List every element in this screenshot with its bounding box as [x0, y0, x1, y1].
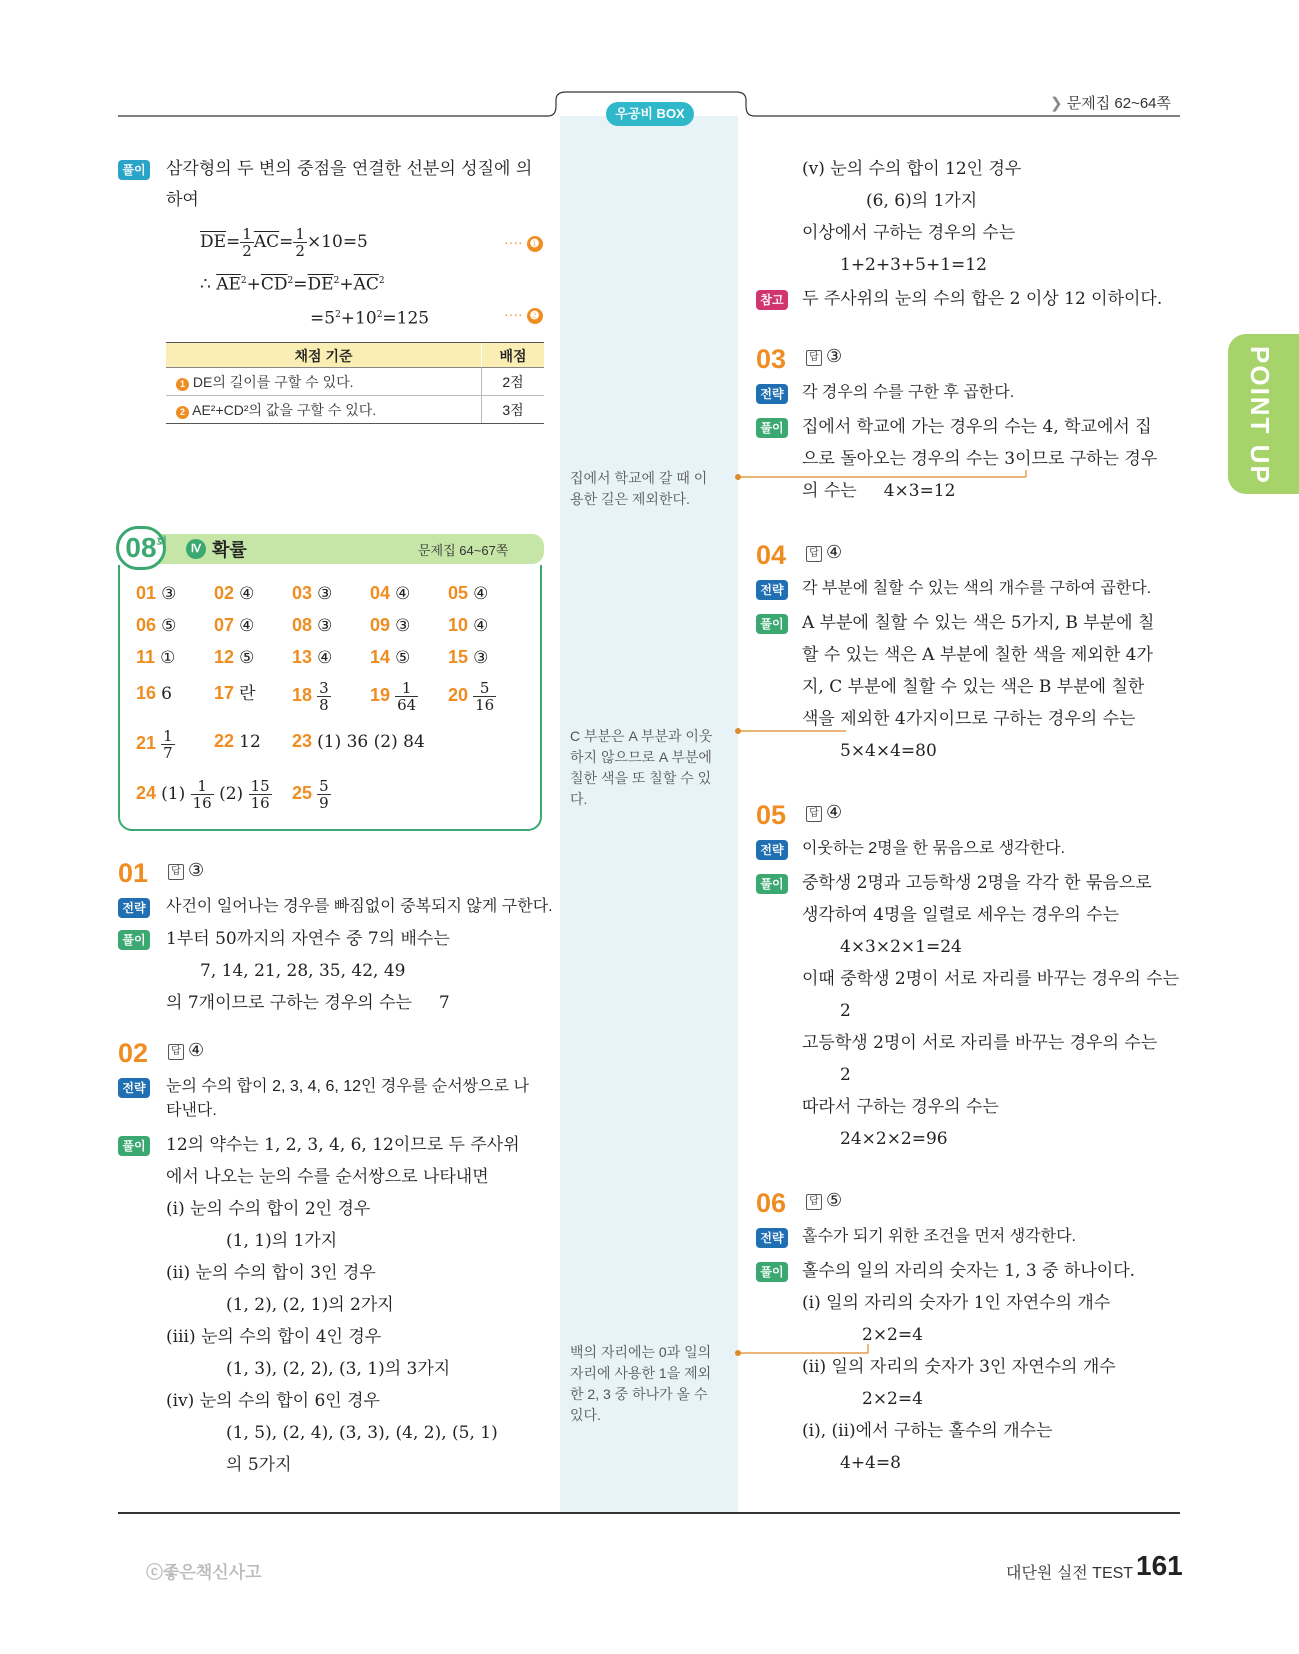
box-column [560, 116, 738, 1512]
text-line: 2×2=4 [862, 1325, 923, 1345]
text-line: 의 5가지 [226, 1455, 292, 1475]
page-number: 161 [1136, 1550, 1183, 1581]
box-label: 우공비 BOX [606, 102, 694, 126]
roman-numeral: Ⅳ [186, 539, 206, 559]
text-line: 이상에서 구하는 경우의 수는 [802, 223, 1016, 243]
text-line: (ⅴ) 눈의 수의 합이 12인 경우 [802, 159, 1022, 179]
tag-sol: 풀이 [756, 614, 788, 634]
question-number: 01 [118, 858, 149, 888]
answer-cell: 13 ④ [292, 647, 333, 668]
question-number: 02 [118, 1038, 149, 1068]
answer-cell: 04 ④ [370, 583, 411, 604]
table-row: 2 AE²+CD²의 값을 구할 수 있다. [166, 396, 482, 423]
tag-sol: 풀이 [756, 874, 788, 894]
equation: $\overline{DE}=$ $\frac{1}{2}$ $\overline{AC}=$ $\frac{1}{2}$ ×10=5 [200, 225, 368, 260]
text-line: A 부분에 칠할 수 있는 색은 5가지, B 부분에 칠 [802, 613, 1155, 633]
tag-strategy: 전략 [118, 1078, 150, 1098]
text-line: 5×4×4=80 [840, 741, 937, 761]
table-header: 채점 기준 [166, 343, 482, 367]
text-line: (ⅰ), (ⅱ)에서 구하는 홀수의 개수는 [802, 1421, 1053, 1441]
answer-cell: 18 $\frac{3}{8}$ [292, 679, 329, 714]
footer-section: 대단원 실전 TEST [1006, 1565, 1134, 1582]
text-line: (ⅱ) 일의 자리의 숫자가 3인 자연수의 개수 [802, 1357, 1116, 1377]
table-score: 2점 [502, 374, 524, 390]
question-number: 03 [756, 344, 787, 374]
text-line: 중학생 2명과 고등학생 2명을 각각 한 묶음으로 [802, 873, 1152, 893]
answer-cell: 09 ③ [370, 615, 411, 636]
text-line: 따라서 구하는 경우의 수는 [802, 1097, 999, 1117]
strategy-text: 이웃하는 2명을 한 묶음으로 생각한다. [802, 840, 1065, 857]
text-line: 2 [840, 1065, 851, 1085]
side-note: 백의 자리에는 0과 일의 자리에 사용한 1을 제외한 2, 3 중 하나가 올 수 있다. [570, 1344, 712, 1423]
section-ref: 문제집 64~67쪽 [418, 543, 509, 558]
answer-cell: 15 ③ [448, 647, 489, 668]
strategy-text: 홀수가 되기 위한 조건을 먼저 생각한다. [802, 1228, 1076, 1245]
strategy-text: 사건이 일어나는 경우를 빠짐없이 중복되지 않게 구한다. [166, 898, 553, 915]
equation: $=5^2+10^2=125$ [310, 308, 430, 329]
answer-cell: 17 란 [214, 683, 256, 704]
text-line: 색을 제외한 4가지이므로 구하는 경우의 수는 [802, 709, 1136, 729]
answer-cell: 20 $\frac{5}{16}$ [448, 679, 495, 714]
answer-cell: 19 $\frac{1}{64}$ [370, 679, 417, 714]
side-note-pointer [730, 470, 1030, 484]
header-ref: ❯ 문제집 62~64쪽 [1050, 95, 1172, 112]
answer-cell: 23 (1) 36 (2) 84 [292, 731, 425, 752]
text-line: 이때 중학생 2명이 서로 자리를 바꾸는 경우의 수는 [802, 969, 1180, 989]
marker-1: ···· ❶ [504, 234, 543, 252]
text-line: 2×2=4 [862, 1389, 923, 1409]
text-line: 2 [840, 1001, 851, 1021]
answer-cell: 01 ③ [136, 583, 177, 604]
point-up-tab [1228, 334, 1299, 494]
tag-strategy: 전략 [118, 898, 150, 918]
answer-cell: 22 12 [214, 731, 261, 752]
chevron-right-icon: ❯ [1050, 95, 1063, 112]
answer-cell: 25 $\frac{5}{9}$ [292, 777, 329, 812]
answer-value: ③ [826, 346, 843, 367]
answer-cell: 02 ④ [214, 583, 255, 604]
question-number: 04 [756, 540, 787, 570]
answer-icon: 답 [806, 350, 822, 366]
text-line: 으로 돌아오는 경우의 수는 3이므로 구하는 경우 [802, 449, 1158, 469]
tag-sol: 풀이 [118, 1136, 150, 1156]
footer-rule [118, 1512, 1180, 1514]
text-line: (1, 3), (2, 2), (3, 1)의 3가지 [226, 1359, 451, 1379]
text-line: 삼각형의 두 변의 중점을 연결한 선분의 성질에 의 [166, 159, 533, 179]
answer-icon: 답 [806, 1194, 822, 1210]
answer-icon: 답 [168, 864, 184, 880]
scoring-table [166, 342, 544, 424]
text-line: 4+4=8 [840, 1453, 901, 1473]
tag-strategy: 전략 [756, 384, 788, 404]
text-line: (6, 6)의 1가지 [866, 191, 978, 211]
table-header: 배점 [499, 348, 527, 364]
tag-sol: 풀이 [118, 160, 150, 180]
tag-sol: 풀이 [756, 1262, 788, 1282]
text-line: (ⅱ) 눈의 수의 합이 3인 경우 [166, 1263, 376, 1283]
answer-cell: 05 ④ [448, 583, 489, 604]
text-line: (1, 1)의 1가지 [226, 1231, 338, 1251]
side-note: 집에서 학교에 갈 때 이용한 길은 제외한다. [570, 470, 708, 507]
side-note-pointer [730, 1344, 880, 1360]
answer-icon: 답 [168, 1044, 184, 1060]
text-line: (1, 5), (2, 4), (3, 3), (4, 2), (5, 1) [226, 1423, 498, 1443]
text-line: 에서 나오는 눈의 수를 순서쌍으로 나타내면 [166, 1167, 489, 1187]
text-line: 1부터 50까지의 자연수 중 7의 배수는 [166, 929, 450, 949]
section-badge: 08 회 [116, 526, 166, 570]
text-line: (ⅰ) 일의 자리의 숫자가 1인 자연수의 개수 [802, 1293, 1111, 1313]
answer-value: ④ [826, 802, 843, 823]
text-line: 지, C 부분에 칠할 수 있는 색은 B 부분에 칠한 [802, 677, 1145, 697]
answer-cell: 21 $\frac{1}{7}$ [136, 727, 173, 762]
note-text: 두 주사위의 눈의 수의 합은 2 이상 12 이하이다. [802, 289, 1163, 309]
answer-value: ③ [188, 860, 205, 881]
tag-note: 참고 [756, 290, 788, 310]
answer-cell: 10 ④ [448, 615, 489, 636]
strategy-text: 타낸다. [166, 1102, 217, 1119]
answer-cell: 16 6 [136, 683, 172, 704]
text-line: 1+2+3+5+1=12 [840, 255, 987, 275]
equation: ∴ $\overline{AE}^2+\overline{CD}^2=\overline{DE}^2+\overline{AC}^2$ [200, 274, 385, 295]
table-score: 3점 [502, 402, 524, 418]
tag-sol: 풀이 [756, 418, 788, 438]
marker-2: ···· ❷ [504, 306, 543, 324]
tag-sol: 풀이 [118, 930, 150, 950]
table-row: 1 DE의 길이를 구할 수 있다. [166, 368, 482, 395]
strategy-text: 각 경우의 수를 구한 후 곱한다. [802, 384, 1015, 401]
text-line: 12의 약수는 1, 2, 3, 4, 6, 12이므로 두 주사위 [166, 1135, 520, 1155]
question-number: 06 [756, 1188, 787, 1218]
answer-cell: 07 ④ [214, 615, 255, 636]
answer-cell: 06 ⑤ [136, 615, 177, 636]
answer-cell: 11 ① [136, 647, 176, 668]
text-line: 할 수 있는 색은 A 부분에 칠한 색을 제외한 4가 [802, 645, 1153, 665]
answer-icon: 답 [806, 546, 822, 562]
text-line: (ⅰ) 눈의 수의 합이 2인 경우 [166, 1199, 371, 1219]
tag-strategy: 전략 [756, 580, 788, 600]
text-line: 4×3×2×1=24 [840, 937, 962, 957]
section-title: 확률 [212, 540, 247, 560]
answer-cell: 14 ⑤ [370, 647, 411, 668]
tag-strategy: 전략 [756, 840, 788, 860]
publisher: ⓒ좋은책신사고 [146, 1563, 262, 1582]
answer-cell: 03 ③ [292, 583, 333, 604]
answer-cell: 12 ⑤ [214, 647, 255, 668]
point-up-label: POINT UP [1245, 346, 1275, 485]
answer-value: ⑤ [826, 1190, 843, 1211]
answer-value: ④ [188, 1040, 205, 1061]
answer-icon: 답 [806, 806, 822, 822]
strategy-text: 각 부분에 칠할 수 있는 색의 개수를 구하여 곱한다. [802, 580, 1152, 597]
text-line: (ⅲ) 눈의 수의 합이 4인 경우 [166, 1327, 382, 1347]
strategy-text: 눈의 수의 합이 2, 3, 4, 6, 12인 경우를 순서쌍으로 나 [166, 1078, 529, 1095]
tag-strategy: 전략 [756, 1228, 788, 1248]
text-line: (ⅳ) 눈의 수의 합이 6인 경우 [166, 1391, 380, 1411]
question-number: 05 [756, 800, 787, 830]
text-line: 집에서 학교에 가는 경우의 수는 4, 학교에서 집 [802, 417, 1152, 437]
side-note: C 부분은 A 부분과 이웃하지 않으므로 A 부분에 칠한 색을 또 칠할 수 있다. [570, 728, 713, 807]
text-line: 생각하여 4명을 일렬로 세우는 경우의 수는 [802, 905, 1120, 925]
text-line: 홀수의 일의 자리의 숫자는 1, 3 중 하나이다. [802, 1261, 1136, 1281]
answer-value: ④ [826, 542, 843, 563]
text-line: 24×2×2=96 [840, 1129, 948, 1149]
answer-cell: 08 ③ [292, 615, 333, 636]
text-line: 7, 14, 21, 28, 35, 42, 49 [200, 961, 406, 981]
side-note-pointer [730, 724, 850, 738]
text-line: 의 7개이므로 구하는 경우의 수는 7 [166, 993, 450, 1013]
text-line: 의 수는 4×3=12 [802, 481, 956, 501]
text-line: 하여 [166, 190, 199, 210]
answer-cell: 24 (1) $\frac{1}{16}$ (2) $\frac{15}{16}$ [136, 777, 270, 812]
text-line: 고등학생 2명이 서로 자리를 바꾸는 경우의 수는 [802, 1033, 1158, 1053]
text-line: (1, 2), (2, 1)의 2가지 [226, 1295, 394, 1315]
